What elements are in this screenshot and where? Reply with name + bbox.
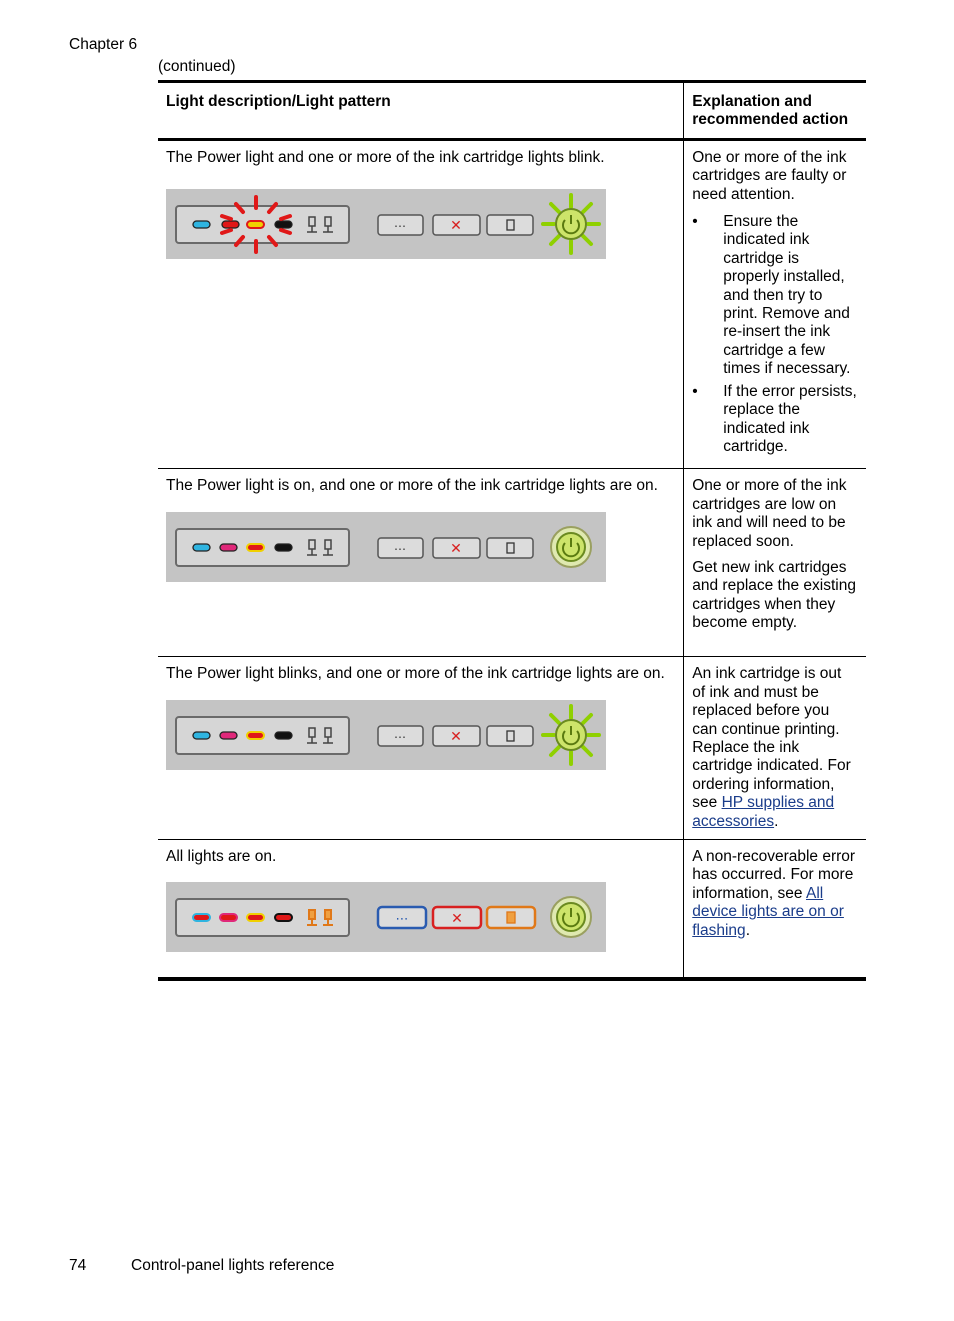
- hp-supplies-link[interactable]: HP supplies and accessories: [692, 794, 835, 830]
- light-description-cell: [158, 657, 684, 840]
- control-panel-illustration: [166, 512, 606, 582]
- light-description-cell: [158, 839, 684, 979]
- svg-text:✕: ✕: [450, 539, 462, 556]
- explanation-text: One or more of the ink cartridges are low on ink and will need to be replaced soon.: [692, 477, 847, 550]
- yellow-cartridge-light-on: [247, 544, 264, 551]
- resume-button: [487, 215, 533, 235]
- control-panel-lights-table: [158, 80, 866, 981]
- black-cartridge-light: [275, 221, 292, 228]
- magenta-cartridge-light: [220, 544, 237, 551]
- recommended-action-text: Get new ink cartridges and replace the existing cartridges when they become empty.: [692, 558, 856, 632]
- svg-text:✕: ✕: [450, 727, 462, 744]
- list-item: • If the error persists, replace the indicated ink cartridge.: [692, 383, 858, 457]
- table-header-row: [158, 82, 866, 140]
- explanation-suffix: .: [745, 921, 750, 939]
- continued-label: (continued): [158, 58, 236, 75]
- cyan-cartridge-light-on: [193, 914, 210, 921]
- light-description: The Power light is on, and one or more of the ink cartridge lights are on.: [166, 477, 658, 495]
- explanation-prefix: A non-recoverable error has occurred. For more information, see: [692, 847, 856, 902]
- cyan-cartridge-light: [193, 544, 210, 551]
- yellow-cartridge-light-blinking: [247, 221, 264, 228]
- explanation-suffix: .: [774, 812, 779, 830]
- resume-button: [487, 538, 533, 558]
- resume-button: [487, 726, 533, 746]
- chapter-label: Chapter 6: [69, 36, 138, 53]
- control-panel-illustration: [166, 882, 606, 952]
- explanation-prefix: An ink cartridge is out of ink and must be replaced before you can continue printing. Replace the ink cartridge indicated. For ordering information, see: [692, 665, 851, 812]
- svg-text:⋯: ⋯: [395, 911, 409, 927]
- list-item: • Ensure the indicated ink cartridge is properly installed, and then try to print. Remove and re-insert the ink cartridge a few times if necessary.: [692, 213, 858, 379]
- black-cartridge-light: [275, 544, 292, 551]
- svg-text:⋯: ⋯: [394, 219, 406, 234]
- column-header-explanation: Explanation and recommended action: [684, 82, 866, 140]
- explanation-cell: [684, 839, 866, 979]
- table-row: [158, 469, 866, 657]
- magenta-cartridge-light-on: [220, 914, 237, 921]
- explanation-text: One or more of the ink cartridges are faulty or need attention.: [692, 148, 847, 203]
- light-description-cell: [158, 139, 684, 469]
- svg-text:✕: ✕: [451, 910, 463, 927]
- section-title: Control-panel lights reference: [131, 1257, 335, 1274]
- table-row: [158, 139, 866, 469]
- black-cartridge-light: [275, 732, 292, 739]
- svg-text:⋯: ⋯: [394, 729, 406, 744]
- light-description: All lights are on.: [166, 847, 277, 865]
- light-description: The Power light blinks, and one or more of the ink cartridge lights are on.: [166, 665, 665, 683]
- svg-text:✕: ✕: [450, 217, 462, 234]
- magenta-cartridge-light-blinking: [222, 221, 239, 228]
- explanation-cell: [684, 139, 866, 469]
- all-device-lights-link[interactable]: All device lights are on or flashing: [692, 884, 844, 939]
- column-header-light-description: Light description/Light pattern: [166, 93, 391, 110]
- control-panel-illustration: [166, 189, 606, 259]
- light-description-cell: [158, 469, 684, 657]
- yellow-cartridge-light-on: [247, 914, 264, 921]
- light-description: The Power light and one or more of the ink cartridge lights blink.: [166, 148, 605, 166]
- table-row: [158, 657, 866, 840]
- explanation-text: [692, 848, 858, 940]
- explanation-text: [692, 665, 858, 831]
- action-list: [692, 213, 858, 456]
- table-row: [158, 839, 866, 979]
- explanation-cell: [684, 657, 866, 840]
- control-panel-illustration: [166, 700, 606, 770]
- cyan-cartridge-light: [193, 221, 210, 228]
- magenta-cartridge-light: [220, 732, 237, 739]
- yellow-cartridge-light-on: [247, 732, 264, 739]
- page-number: 74: [69, 1257, 87, 1274]
- explanation-cell: [684, 469, 866, 657]
- black-cartridge-light-on: [275, 914, 292, 921]
- cyan-cartridge-light: [193, 732, 210, 739]
- svg-text:⋯: ⋯: [394, 541, 406, 556]
